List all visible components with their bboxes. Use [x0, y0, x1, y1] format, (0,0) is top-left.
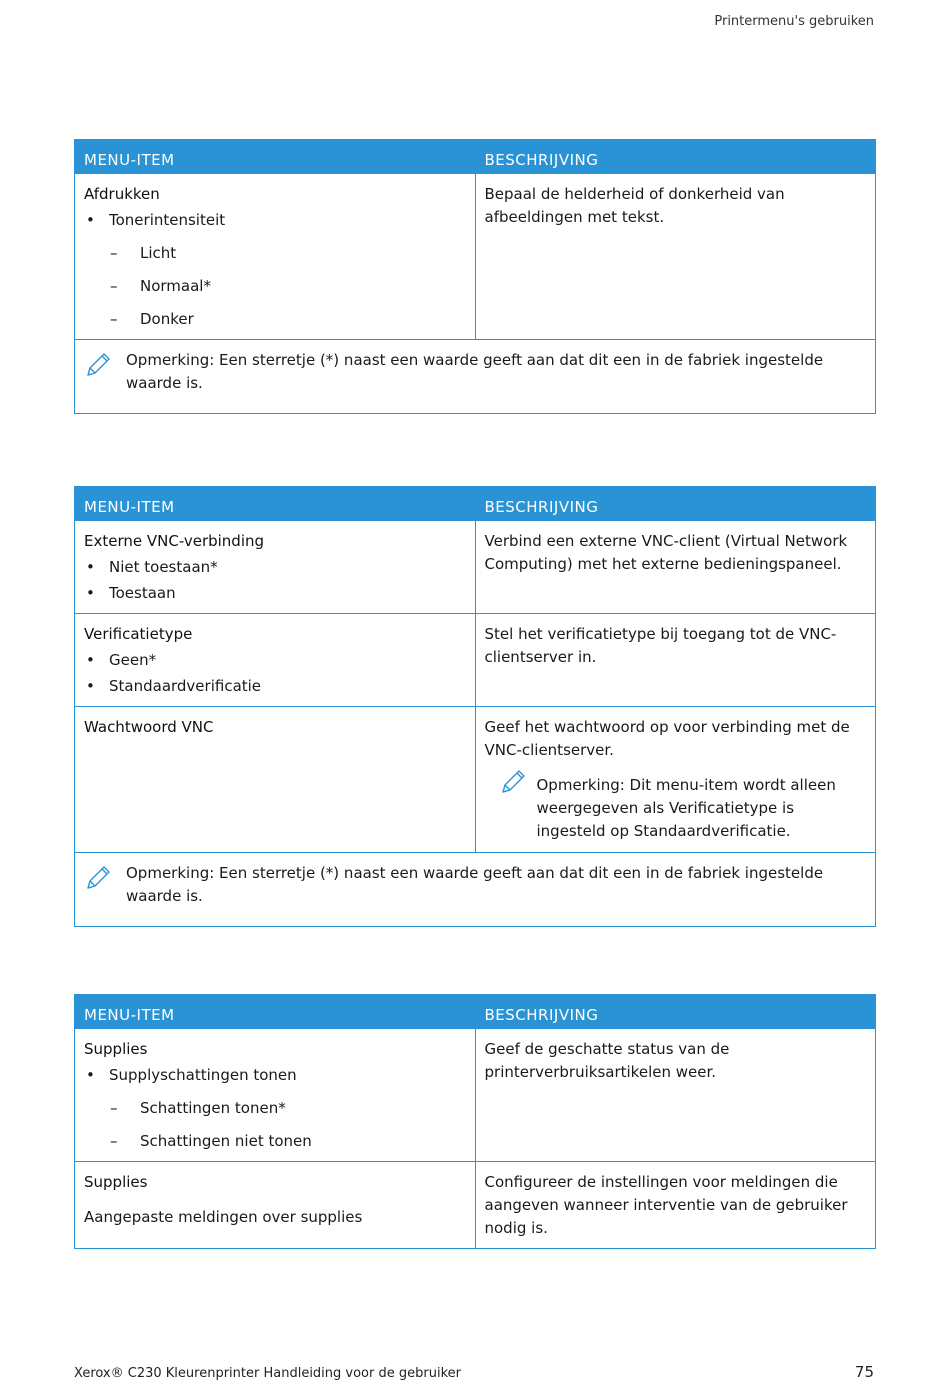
menu-option: – Licht — [84, 242, 466, 265]
column-header-menu-item: MENU-ITEM — [75, 140, 476, 174]
note-text: Opmerking: Een sterretje (*) naast een waarde geeft aan dat dit een in de fabriek ingestelde waarde is. — [126, 351, 824, 392]
note — [84, 349, 866, 395]
menu-item-title: Afdrukken — [84, 185, 160, 203]
column-header-description: BESCHRIJVING — [475, 995, 876, 1029]
menu-option: • Standaardverificatie — [84, 675, 466, 698]
description-cell: Configureer de instellingen voor meldingen die aangeven wanneer interventie van de gebruiker nodig is. — [475, 1162, 876, 1249]
menu-table-print — [74, 139, 876, 414]
pencil-icon — [84, 864, 112, 892]
menu-option: • Toestaan — [84, 582, 466, 605]
inline-note — [485, 774, 867, 843]
column-header-menu-item: MENU-ITEM — [75, 995, 476, 1029]
running-header: Printermenu's gebruiken — [714, 14, 874, 29]
menu-item-title: Externe VNC-verbinding — [84, 532, 265, 550]
menu-item-title: Supplies — [84, 1040, 148, 1058]
table-row — [75, 614, 876, 707]
column-header-menu-item: MENU-ITEM — [75, 487, 476, 521]
pencil-icon — [499, 768, 527, 796]
table-row — [75, 1162, 876, 1249]
table-row — [75, 174, 876, 340]
footer-document-title: Xerox® C230 Kleurenprinter Handleiding voor de gebruiker — [74, 1366, 461, 1381]
note-cell — [75, 340, 876, 414]
note — [84, 862, 866, 908]
menu-option: • Geen* — [84, 649, 466, 672]
menu-item-title: Supplies — [84, 1173, 148, 1191]
note-text: Opmerking: Een sterretje (*) naast een waarde geeft aan dat dit een in de fabriek ingestelde waarde is. — [126, 864, 824, 905]
menu-sub-item: • Supplyschattingen tonen — [84, 1064, 466, 1087]
note-text: Opmerking: Dit menu-item wordt alleen weergegeven als Verificatietype is ingesteld op Standaardverificatie. — [536, 776, 836, 840]
menu-item-cell — [75, 707, 476, 853]
menu-item-cell — [75, 614, 476, 707]
column-header-description: BESCHRIJVING — [475, 487, 876, 521]
description-cell: Bepaal de helderheid of donkerheid van afbeeldingen met tekst. — [475, 174, 876, 340]
note-row — [75, 340, 876, 414]
column-header-description: BESCHRIJVING — [475, 140, 876, 174]
description-cell: Verbind een externe VNC-client (Virtual Network Computing) met het externe bedieningspaneel. — [475, 521, 876, 614]
menu-sub-item: • Tonerintensiteit — [84, 209, 466, 232]
menu-option: – Donker — [84, 308, 466, 331]
menu-option: – Normaal* — [84, 275, 466, 298]
pencil-icon — [84, 351, 112, 379]
menu-table-supplies — [74, 994, 876, 1249]
description-cell — [475, 707, 876, 853]
menu-item-title: Verificatietype — [84, 625, 193, 643]
page-number: 75 — [854, 1363, 874, 1381]
menu-item-title: Wachtwoord VNC — [84, 718, 214, 736]
note-cell — [75, 853, 876, 927]
description-cell: Geef de geschatte status van de printerverbruiksartikelen weer. — [475, 1029, 876, 1162]
menu-item-cell — [75, 1162, 476, 1249]
menu-item-cell — [75, 521, 476, 614]
note-row — [75, 853, 876, 927]
table-row — [75, 521, 876, 614]
menu-item-cell — [75, 174, 476, 340]
description-cell: Stel het verificatietype bij toegang tot de VNC-clientserver in. — [475, 614, 876, 707]
table-row — [75, 1029, 876, 1162]
menu-option: – Schattingen tonen* — [84, 1097, 466, 1120]
menu-table-vnc — [74, 486, 876, 927]
menu-option: – Schattingen niet tonen — [84, 1130, 466, 1153]
menu-item-cell — [75, 1029, 476, 1162]
description-text: Geef het wachtwoord op voor verbinding met de VNC-clientserver. — [484, 718, 850, 759]
table-row — [75, 707, 876, 853]
menu-option: • Niet toestaan* — [84, 556, 466, 579]
menu-sub-item: Aangepaste meldingen over supplies — [84, 1208, 363, 1226]
